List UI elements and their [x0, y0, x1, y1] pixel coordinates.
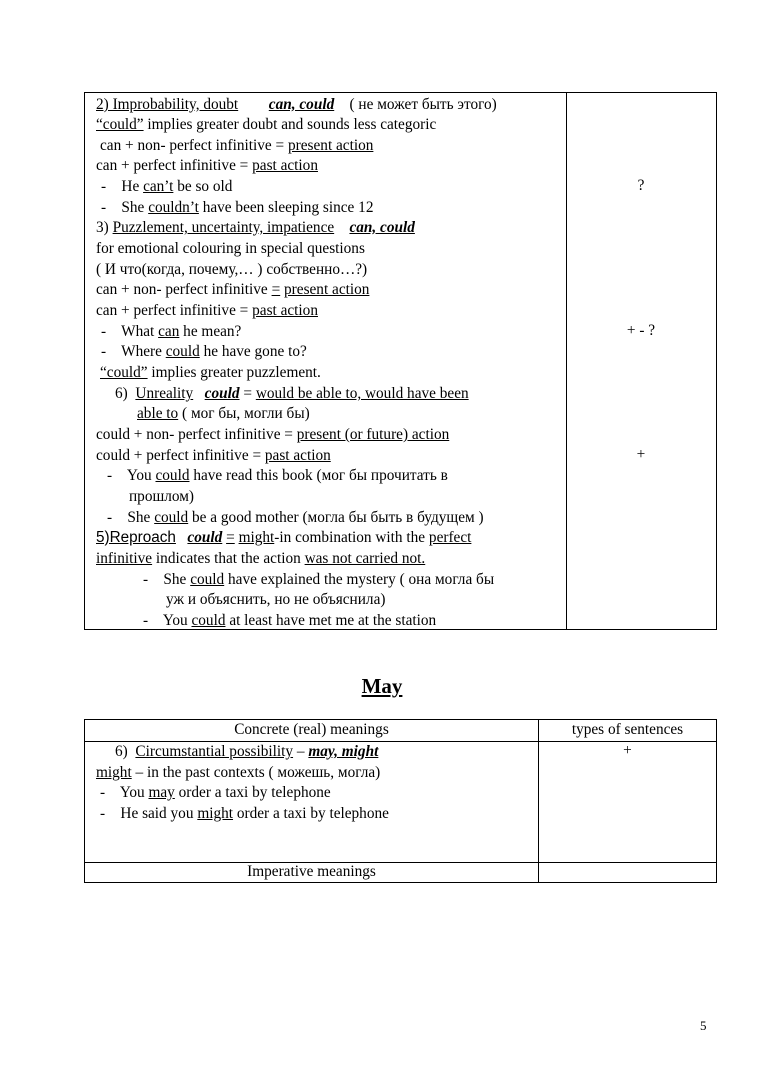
text-line: could + perfect infinitive = past action	[96, 447, 331, 464]
example-line: - He can’t be so old	[101, 178, 233, 195]
row-unreality: 6) Unreality could = would be able to, would have been	[115, 385, 469, 402]
text-line: “could” implies greater doubt and sounds less categoric	[96, 116, 437, 133]
example-line: - She could have explained the mystery ( она могла бы	[143, 571, 495, 588]
example-line: - You may order a taxi by telephone	[100, 784, 331, 801]
example-line: - You could at least have met me at the station	[143, 612, 437, 629]
row-reproach: 5)Reproach could = might-in combination with the perfect	[96, 529, 472, 546]
section-title: May	[361, 674, 403, 698]
text-line: ( И что(когда, почему,… ) собственно…?)	[96, 261, 368, 278]
example-line: - She couldn’t have been sleeping since 12	[101, 199, 374, 216]
column-header-meanings: Concrete (real) meanings	[234, 721, 389, 738]
row-improbability: 2) Improbability, doubt can, could ( не может быть этого)	[96, 96, 497, 113]
sentence-type-mark: +	[636, 446, 646, 463]
imperative-meanings-label: Imperative meanings	[247, 863, 376, 880]
example-line: - What can he mean?	[101, 323, 242, 340]
text-line: can + non- perfect infinitive = present action	[96, 281, 370, 298]
text-line: “could” implies greater puzzlement.	[100, 364, 321, 381]
text-line: can + perfect infinitive = past action	[96, 157, 318, 174]
page-number: 5	[700, 1018, 707, 1033]
text-line: able to ( мог бы, могли бы)	[137, 405, 310, 422]
column-divider	[566, 93, 567, 629]
row-circumstantial: 6) Circumstantial possibility – may, might	[115, 743, 379, 760]
text-line: прошлом)	[129, 488, 195, 505]
text-line: can + perfect infinitive = past action	[96, 302, 318, 319]
could-meanings-table	[84, 92, 717, 630]
may-meanings-table	[84, 719, 717, 883]
text-line: for emotional colouring in special questions	[96, 240, 365, 257]
example-line: - You could have read this book (мог бы прочитать в	[107, 467, 448, 484]
text-line: can + non- perfect infinitive = present action	[100, 137, 374, 154]
sentence-type-mark: + - ?	[626, 322, 656, 339]
text-line: might – in the past contexts ( можешь, могла)	[96, 764, 381, 781]
text-line: уж и объяснить, но не объяснила)	[166, 591, 386, 608]
example-line: - He said you might order a taxi by telephone	[100, 805, 389, 822]
text-line: could + non- perfect infinitive = present (or future) action	[96, 426, 450, 443]
text-line: infinitive indicates that the action was not carried not.	[96, 550, 426, 567]
sentence-type-mark: +	[623, 742, 632, 759]
column-header-types: types of sentences	[571, 721, 684, 738]
row-puzzlement: 3) Puzzlement, uncertainty, impatience can, could	[96, 219, 415, 236]
example-line: - Where could he have gone to?	[101, 343, 307, 360]
sentence-type-mark: ?	[637, 177, 645, 194]
example-line: - She could be a good mother (могла бы быть в будущем )	[107, 509, 484, 526]
